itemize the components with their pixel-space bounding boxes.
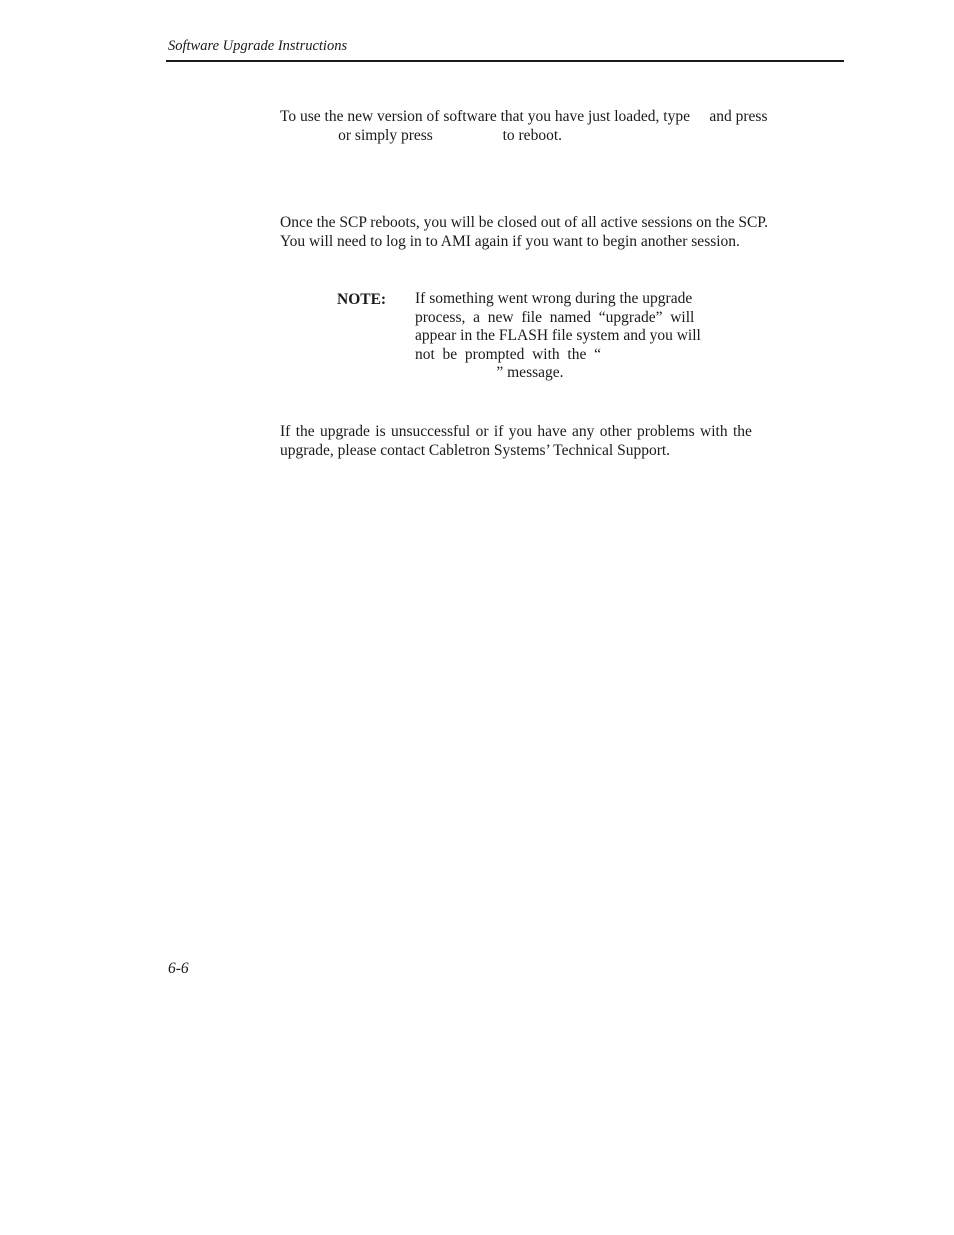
session-closing-paragraph — [280, 213, 814, 251]
note-line-1: If something went wrong during the upgrade — [415, 290, 693, 307]
note-line-5: ” message. — [415, 364, 564, 382]
note-text — [415, 290, 729, 383]
note-line-3: appear in the FLASH file system and you will — [415, 327, 701, 345]
note-label: NOTE: — [337, 291, 387, 308]
running-header: Software Upgrade Instructions — [168, 38, 348, 54]
page-number: 6-6 — [168, 960, 189, 977]
reboot-instructions-line-1: To use the new version of software that you have just loaded, type and press — [280, 108, 768, 125]
session-closing-line-2: You will need to log in to AMI again if you want to begin another session. — [280, 233, 740, 250]
support-paragraph — [280, 422, 814, 460]
session-closing-line-1: Once the SCP reboots, you will be closed out of all active sessions on the SCP. — [280, 214, 769, 231]
note-line-4: not be prompted with the “ — [415, 345, 601, 363]
reboot-instructions-line-2: or simply press to reboot. — [280, 127, 562, 144]
support-line-2: upgrade, please contact Cabletron Systems’ Technical Support. — [280, 442, 671, 459]
header-rule — [166, 60, 844, 62]
reboot-instructions-paragraph — [280, 107, 814, 145]
support-line-1: If the upgrade is unsuccessful or if you have any other problems with the — [280, 423, 752, 440]
note-line-2: process, a new file named “upgrade” will — [415, 308, 695, 326]
